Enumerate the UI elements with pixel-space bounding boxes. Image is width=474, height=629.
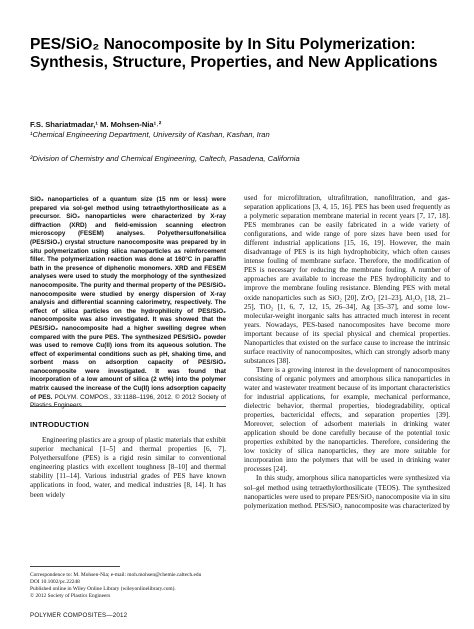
- abstract-text: SiO₂ nanoparticles of a quantum size (15 nm or less) were prepared via sol-gel method using tetraethylorthosilicate as a precursor. SiO₂ nanoparticles were characterized by X-ray diffraction (XRD) and field-emission scanning electron microscopy (FESEM) analyses. Polyethersulfone/silica (PES/SiO₂) crystal structure nanocomposite was prepared by in situ polymerization using silica nanoparticles as reinforcement filler. The polymerization reaction was done at 160°C in paraffin bath in the presence of diphenolic monomers. XRD and FESEM analyses were used to study the morphology of the synthesized nanocomposite. The purity and thermal property of the PES/SiO₂ nanocomposite were studied by energy dispersion of X-ray analysis and differential scanning calorimetry, respectively. The effect of silica particles on the hydrophilicity of PES/SiO₂ nanocomposite was also investigated. It was showed that the PES/SiO₂ nanocomposite had a higher swelling degree when compared with the pure PES. The synthesized PES/SiO₂ powder was used to remove Cu(II) ions from its aqueous solution. The effect of experimental conditions such as pH, shaking time, and sorbent mass on adsorption capacity of PES/SiO₂ nanocomposite were investigated. It was found that incorporation of a low amount of silica (2 wt%) into the polymer matrix caused the increase of the Cu(II) ions adsorption capacity of PES.: [30, 196, 226, 401]
- section-heading-introduction: INTRODUCTION: [30, 420, 90, 429]
- footnote-correspondence: Correspondence to: M. Mohsen-Nia; e-mail: moh.mohsen@chemie.caltech.edu: [30, 572, 202, 578]
- introduction-paragraph: Engineering plastics are a group of plastic materials that exhibit superior mechanical [1–5] and thermal properties [6, 7]. Polyethersulfone (PES) is a rigid resin similar to conventional engineering plastics with excellent toughness [8–10] and thermal stability [11–14]. Various industrial grades of PES have known applications in food, water, and medical industries [8, 14]. It has been widely: [30, 436, 226, 499]
- footnote-copyright: © 2012 Society of Plastics Engineers: [30, 593, 111, 599]
- right-column-paragraph-2: There is a growing interest in the development of nanocomposites consisting of organic polymers and amorphous silica nanoparticles in water and wastewater treatment because of its important characteristics for industrial applications, for example, mechanical performance, dielectric behavior, thermal properties, biodegradability, optical properties, bactericidal effects, and separation properties [39]. Moreover, selection of adsorbent materials in drinking water application should be done carefully because of the potential toxic properties exhibited by the nanoparticles. Therefore, considering the low toxicity of silica nanoparticles, they are more suitable for incorporation into the polymers that will be used in drinking water processes [24].: [244, 365, 450, 474]
- right-column: [244, 194, 450, 511]
- footnote-doi: DOI 10.1002/pc.22248: [30, 579, 80, 585]
- footnote-divider: [30, 566, 120, 567]
- footnote-block: [30, 572, 226, 600]
- abstract: [30, 196, 226, 411]
- affiliation-1: ¹Chemical Engineering Department, University of Kashan, Kashan, Iran: [30, 130, 270, 139]
- footnote-published: Published online in Wiley Online Library (wileyonlinelibrary.com).: [30, 586, 176, 592]
- author-names: F.S. Shariatmadar,¹ M. Mohsen-Nia¹˒²: [30, 120, 162, 129]
- author-block: [30, 120, 450, 140]
- right-column-paragraph-3: In this study, amorphous silica nanoparticles were synthesized via sol–gel method using tetraethylorthosilicate (TEOS). The synthesized nanoparticles were used to prepare PES/SiO₂ nanocomposite via in situ polymerization method. PES/SiO₂ nanocomposite was characterized by: [244, 474, 450, 510]
- running-footer: POLYMER COMPOSITES—2012: [30, 612, 128, 619]
- abstract-divider: [30, 406, 226, 407]
- affiliation-2: ²Division of Chemistry and Chemical Engineering, Caltech, Pasadena, California: [30, 154, 300, 163]
- paper-title: PES/SiO₂ Nanocomposite by In Situ Polymerization: Synthesis, Structure, Properties, and New Applications: [30, 36, 438, 71]
- abstract-citation: POLYM. COMPOS., 33:1188–1196, 2012. © 2012 Society of Plastics Engineers: [30, 393, 226, 410]
- right-column-paragraph-1: used for microfiltration, ultrafiltration, nanofiltration, and gas-separation applications [3, 4, 15, 16]. PES has been used frequently as a polymeric separation membrane material in recent years [7, 17, 18]. PES membranes can be easily fabricated in a wide variety of configurations, and wide range of pore sizes have been used for different industrial applications [15, 16, 19]. However, the main disadvantage of PES is its high hydrophobicity, which often causes intense fouling of membrane surface. Therefore, the modification of PES is necessary for reducing the membrane fouling. A number of approaches are available to increase the PES hydrophilicity and to improve the membrane fouling resistance. Blending PES with metal oxide nanoparticles such as SiO₂ [20], ZrO₂ [21–23], Al₂O₃ [18, 21–25], TiO₂ [1, 6, 7, 12, 15, 26–34], Ag [35–37], and some low-molecular-weight inorganic salts has attracted much interest in recent years. Nowadays, PES-based nanocomposites have become more important because of its special physical and chemical properties. Nanoparticles that existed on the surface cause to increase the intrinsic surface reactivity of nanocomposites, which can strongly adsorb many substances [38].: [244, 194, 450, 365]
